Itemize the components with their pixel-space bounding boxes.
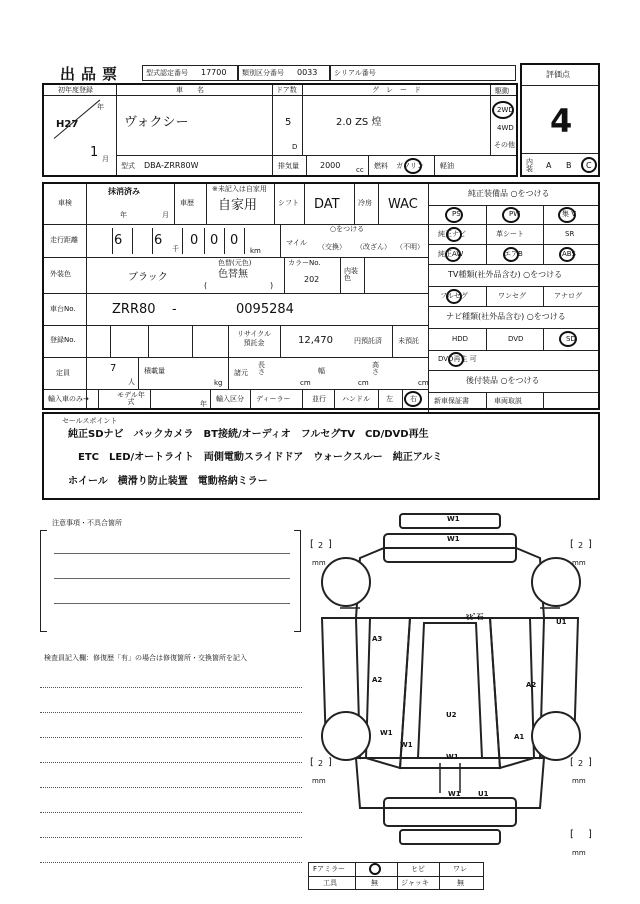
form-number-box xyxy=(142,65,238,81)
year-suffix: 年 xyxy=(97,103,104,111)
thousand-unit: 千 xyxy=(172,245,179,253)
category-number-box xyxy=(238,65,330,81)
aftermarket-manual: 車両取説 xyxy=(494,397,522,405)
grade: 2.0 ZS 煌 xyxy=(336,117,382,128)
score-label: 評価点 xyxy=(546,70,570,79)
model-year-unit: 年 xyxy=(200,400,207,408)
damage-mark: A2 xyxy=(526,681,537,689)
month-suffix: 月 xyxy=(102,155,109,163)
navi-dvd-playback: DVD再生 可 xyxy=(438,355,477,363)
caution-label: 注意事項・不具合箇所 xyxy=(52,519,122,527)
handle-right: 右 xyxy=(410,395,417,403)
fuel-label: 燃料 xyxy=(374,162,388,170)
tool-value: 無 xyxy=(371,879,378,887)
registration-era-year: H27 xyxy=(56,119,79,130)
damage-mark: W1 xyxy=(380,729,393,737)
damage-mark: U2 xyxy=(446,711,457,719)
interior-color-label: 内装色 xyxy=(344,267,358,282)
jack-label: ジャッキ xyxy=(401,879,429,887)
equip-navi: 純正ナビ xyxy=(438,230,466,238)
history-value: 自家用 xyxy=(218,198,258,213)
equip-central-lock-mark xyxy=(558,207,576,223)
equip-airbag: エアB xyxy=(504,250,523,258)
damage-mark: U1 xyxy=(556,618,567,626)
color-paren-close: ) xyxy=(270,281,274,290)
equip-pw-mark xyxy=(502,207,520,223)
displacement-label: 排気量 xyxy=(278,162,299,170)
damage-mark: W1 xyxy=(447,535,460,543)
capacity-unit: 人 xyxy=(128,378,135,386)
registration-label: 登録No. xyxy=(50,336,76,344)
break-label: ワレ xyxy=(453,865,467,873)
mileage-label: 走行距離 xyxy=(50,236,78,244)
import-dealer: ディーラー xyxy=(256,395,291,403)
inspection-year: 年 xyxy=(120,211,127,219)
car-name: ヴォクシー xyxy=(124,115,189,130)
load-unit: kg xyxy=(214,379,223,387)
model-code: DBA-ZRR80W xyxy=(144,161,199,170)
width-unit: cm xyxy=(358,379,369,387)
score-value: 4 xyxy=(550,102,573,140)
door-count-label: ドア数 xyxy=(276,86,297,94)
page-title: 出品票 xyxy=(60,65,124,83)
form-number-label: 型式認定番号 xyxy=(146,69,188,77)
aftermarket-title: 後付装品 ○をつける xyxy=(466,376,540,385)
equip-sr: SR xyxy=(565,230,575,238)
exterior-color-label: 外装色 xyxy=(50,270,71,278)
equip-aw-mark xyxy=(445,247,461,262)
mileage-unit-label: マイル xyxy=(286,239,307,247)
damage-mark: U1 xyxy=(478,790,489,798)
tv-analog: アナログ xyxy=(554,292,582,300)
model-code-label: 型式 xyxy=(121,162,135,170)
drive-2wd-mark xyxy=(492,101,514,119)
damage-mark: ﾋﾋﾞ石 xyxy=(466,613,484,621)
chassis-number: 0095284 xyxy=(236,302,294,317)
first-registration-label: 初年度登録 xyxy=(58,86,93,94)
recycle-label: リサイクル預託金 xyxy=(236,330,272,348)
ac-label: 冷房 xyxy=(358,199,372,207)
car-name-label: 車 名 xyxy=(176,86,204,94)
mileage-altered: （改ざん） xyxy=(356,243,391,251)
chassis-label: 車台No. xyxy=(50,305,76,313)
tv-fullseg: フルセグ xyxy=(440,292,468,300)
inspection-value: 抹消済み xyxy=(108,187,140,196)
tv-oneseg: ワンセグ xyxy=(498,292,526,300)
navi-hdd: HDD xyxy=(452,335,469,343)
damage-mark: A1 xyxy=(514,733,525,741)
interior-a: A xyxy=(546,161,552,170)
diesel-label: 軽油 xyxy=(440,162,454,170)
handle-right-mark xyxy=(404,391,422,407)
mileage-digit: 0 xyxy=(190,233,199,248)
footer-table xyxy=(308,862,484,890)
interior-label: 内装 xyxy=(526,158,533,173)
mileage-digit: 0 xyxy=(230,233,239,248)
import-label: 輸入車のみ→ xyxy=(48,395,89,403)
drive-other: その他 xyxy=(494,141,515,149)
color-change-value: 色替無 xyxy=(218,269,248,280)
damage-mark: W1 xyxy=(448,790,461,798)
mileage-digit: 6 xyxy=(114,233,123,248)
equip-pw: PW xyxy=(509,210,521,218)
mileage-marks-label: ○をつける xyxy=(330,225,365,233)
capacity-label: 定員 xyxy=(56,369,70,377)
handle-label: ハンドル xyxy=(342,395,370,403)
navi-sd: SD xyxy=(566,335,576,343)
displacement-value: 2000 xyxy=(320,161,341,170)
exterior-color: ブラック xyxy=(128,272,168,283)
ac-value: WAC xyxy=(388,197,418,212)
equip-navi-mark xyxy=(446,227,462,242)
mileage-digit: 0 xyxy=(210,233,219,248)
mileage-digits xyxy=(92,228,262,254)
load-label: 積載量 xyxy=(144,367,165,375)
handle-left: 左 xyxy=(386,395,393,403)
fuel-gasoline-mark xyxy=(404,158,422,174)
category-number-value: 0033 xyxy=(297,68,318,77)
recycle-amount: 12,470 xyxy=(298,335,333,346)
door-count: 5 xyxy=(285,117,292,128)
inspection-month: 月 xyxy=(162,211,169,219)
equip-airbag-mark xyxy=(503,247,519,262)
category-number-label: 類別区分番号 xyxy=(242,69,284,77)
mileage-exchange: （交換） xyxy=(318,243,346,251)
recycle-not-deposited: 未預託 xyxy=(398,337,419,345)
navi-sd-mark xyxy=(559,331,577,347)
serial-number-box xyxy=(330,65,516,81)
aftermarket-warranty: 新車保証書 xyxy=(434,397,469,405)
tool-label: 工具 xyxy=(323,879,337,887)
color-number: 202 xyxy=(304,275,320,284)
fuel-gasoline: ガソリン xyxy=(396,162,424,170)
door-count-unit: D xyxy=(292,143,298,151)
crack-label: ヒビ xyxy=(411,865,425,873)
damage-mark: A3 xyxy=(372,635,383,643)
equip-ps: PS xyxy=(452,210,461,218)
history-note: ※未記入は自家用 xyxy=(212,185,267,193)
interior-b: B xyxy=(566,161,572,170)
mileage-unknown: （不明） xyxy=(396,243,424,251)
length-unit: cm xyxy=(300,379,311,387)
jack-value: 無 xyxy=(457,879,464,887)
equip-ps-mark xyxy=(445,207,463,223)
mileage-digit: 6 xyxy=(154,233,163,248)
interior-c-mark xyxy=(581,157,597,173)
displacement-unit: cc xyxy=(356,166,364,174)
navi-dvd: DVD xyxy=(508,335,524,343)
km-unit: km xyxy=(250,247,261,255)
drive-label: 駆動 xyxy=(495,87,509,95)
chassis-prefix: ZRR80 xyxy=(112,302,156,317)
selling-points-line-2: ETC LED/オートライト 両側電動スライドドア ウォークスルー 純正アルミ xyxy=(78,452,443,463)
drive-2wd: 2WD xyxy=(497,106,514,114)
equip-abs-mark xyxy=(559,247,575,262)
serial-number-label: シリアル番号 xyxy=(334,69,376,77)
damage-mark: W1 xyxy=(447,515,460,523)
damage-mark: W1 xyxy=(400,741,413,749)
car-diagram xyxy=(300,508,600,856)
capacity-value: 7 xyxy=(110,363,117,374)
selling-points-line-1: 純正SDナビ バックカメラ BT接続/オーディオ フルセグTV CD/DVD再生 xyxy=(68,429,429,440)
genuine-equipment-title: 純正装備品 ○をつける xyxy=(468,189,550,198)
navi-title: ナビ種類(社外品含む) ○をつける xyxy=(446,312,566,321)
height-label: 高さ xyxy=(372,361,379,376)
inspector-label: 検査員記入欄：修復歴「有」の場合は修復箇所・交換箇所を記入 xyxy=(44,654,247,662)
grade-label: グ レ ー ド xyxy=(372,86,421,94)
color-change-label: 色替(元色) xyxy=(218,259,252,267)
recycle-deposited: 円預託済 xyxy=(354,337,382,345)
selling-points-label: セールスポイント xyxy=(62,417,118,425)
fmirror-label: Fアミラー xyxy=(313,865,346,873)
equip-abs: ABS xyxy=(562,250,576,258)
equip-central-lock: 集 V xyxy=(562,210,577,218)
import-parallel: 並行 xyxy=(312,395,326,403)
tv-title: TV種類(社外品含む) ○をつける xyxy=(448,270,563,279)
form-number-value: 17700 xyxy=(201,68,227,77)
equip-aw: 純正AW xyxy=(438,250,464,258)
color-paren-open: ( xyxy=(204,281,208,290)
drive-4wd: 4WD xyxy=(497,124,514,132)
damage-mark: A2 xyxy=(372,676,383,684)
selling-points-line-3: ホイール 横滑り防止装置 電動格納ミラー xyxy=(68,476,268,487)
shift-label: シフト xyxy=(278,199,299,207)
chassis-dash: - xyxy=(172,302,177,317)
registration-month: 1 xyxy=(90,145,99,160)
score-box xyxy=(520,63,600,177)
color-number-label: カラーNo. xyxy=(288,259,321,267)
history-label: 車歴 xyxy=(180,199,194,207)
caution-bracket-left xyxy=(40,530,47,632)
width-label: 幅 xyxy=(318,367,325,375)
damage-mark: W1 xyxy=(446,753,459,761)
navi-dvd-playback-mark xyxy=(448,352,464,367)
interior-c: C xyxy=(586,161,592,170)
import-div-label: 輸入区分 xyxy=(216,395,244,403)
inspection-label: 車検 xyxy=(58,199,72,207)
fmirror-mark xyxy=(369,863,381,875)
shift-value: DAT xyxy=(314,197,340,212)
length-label: 長さ xyxy=(258,361,265,376)
height-unit: cm xyxy=(418,379,429,387)
tv-fullseg-mark xyxy=(446,289,462,304)
equip-leather: 革シート xyxy=(496,230,524,238)
dims-label: 諸元 xyxy=(234,369,248,377)
model-year-label: モデル年式 xyxy=(117,391,145,406)
